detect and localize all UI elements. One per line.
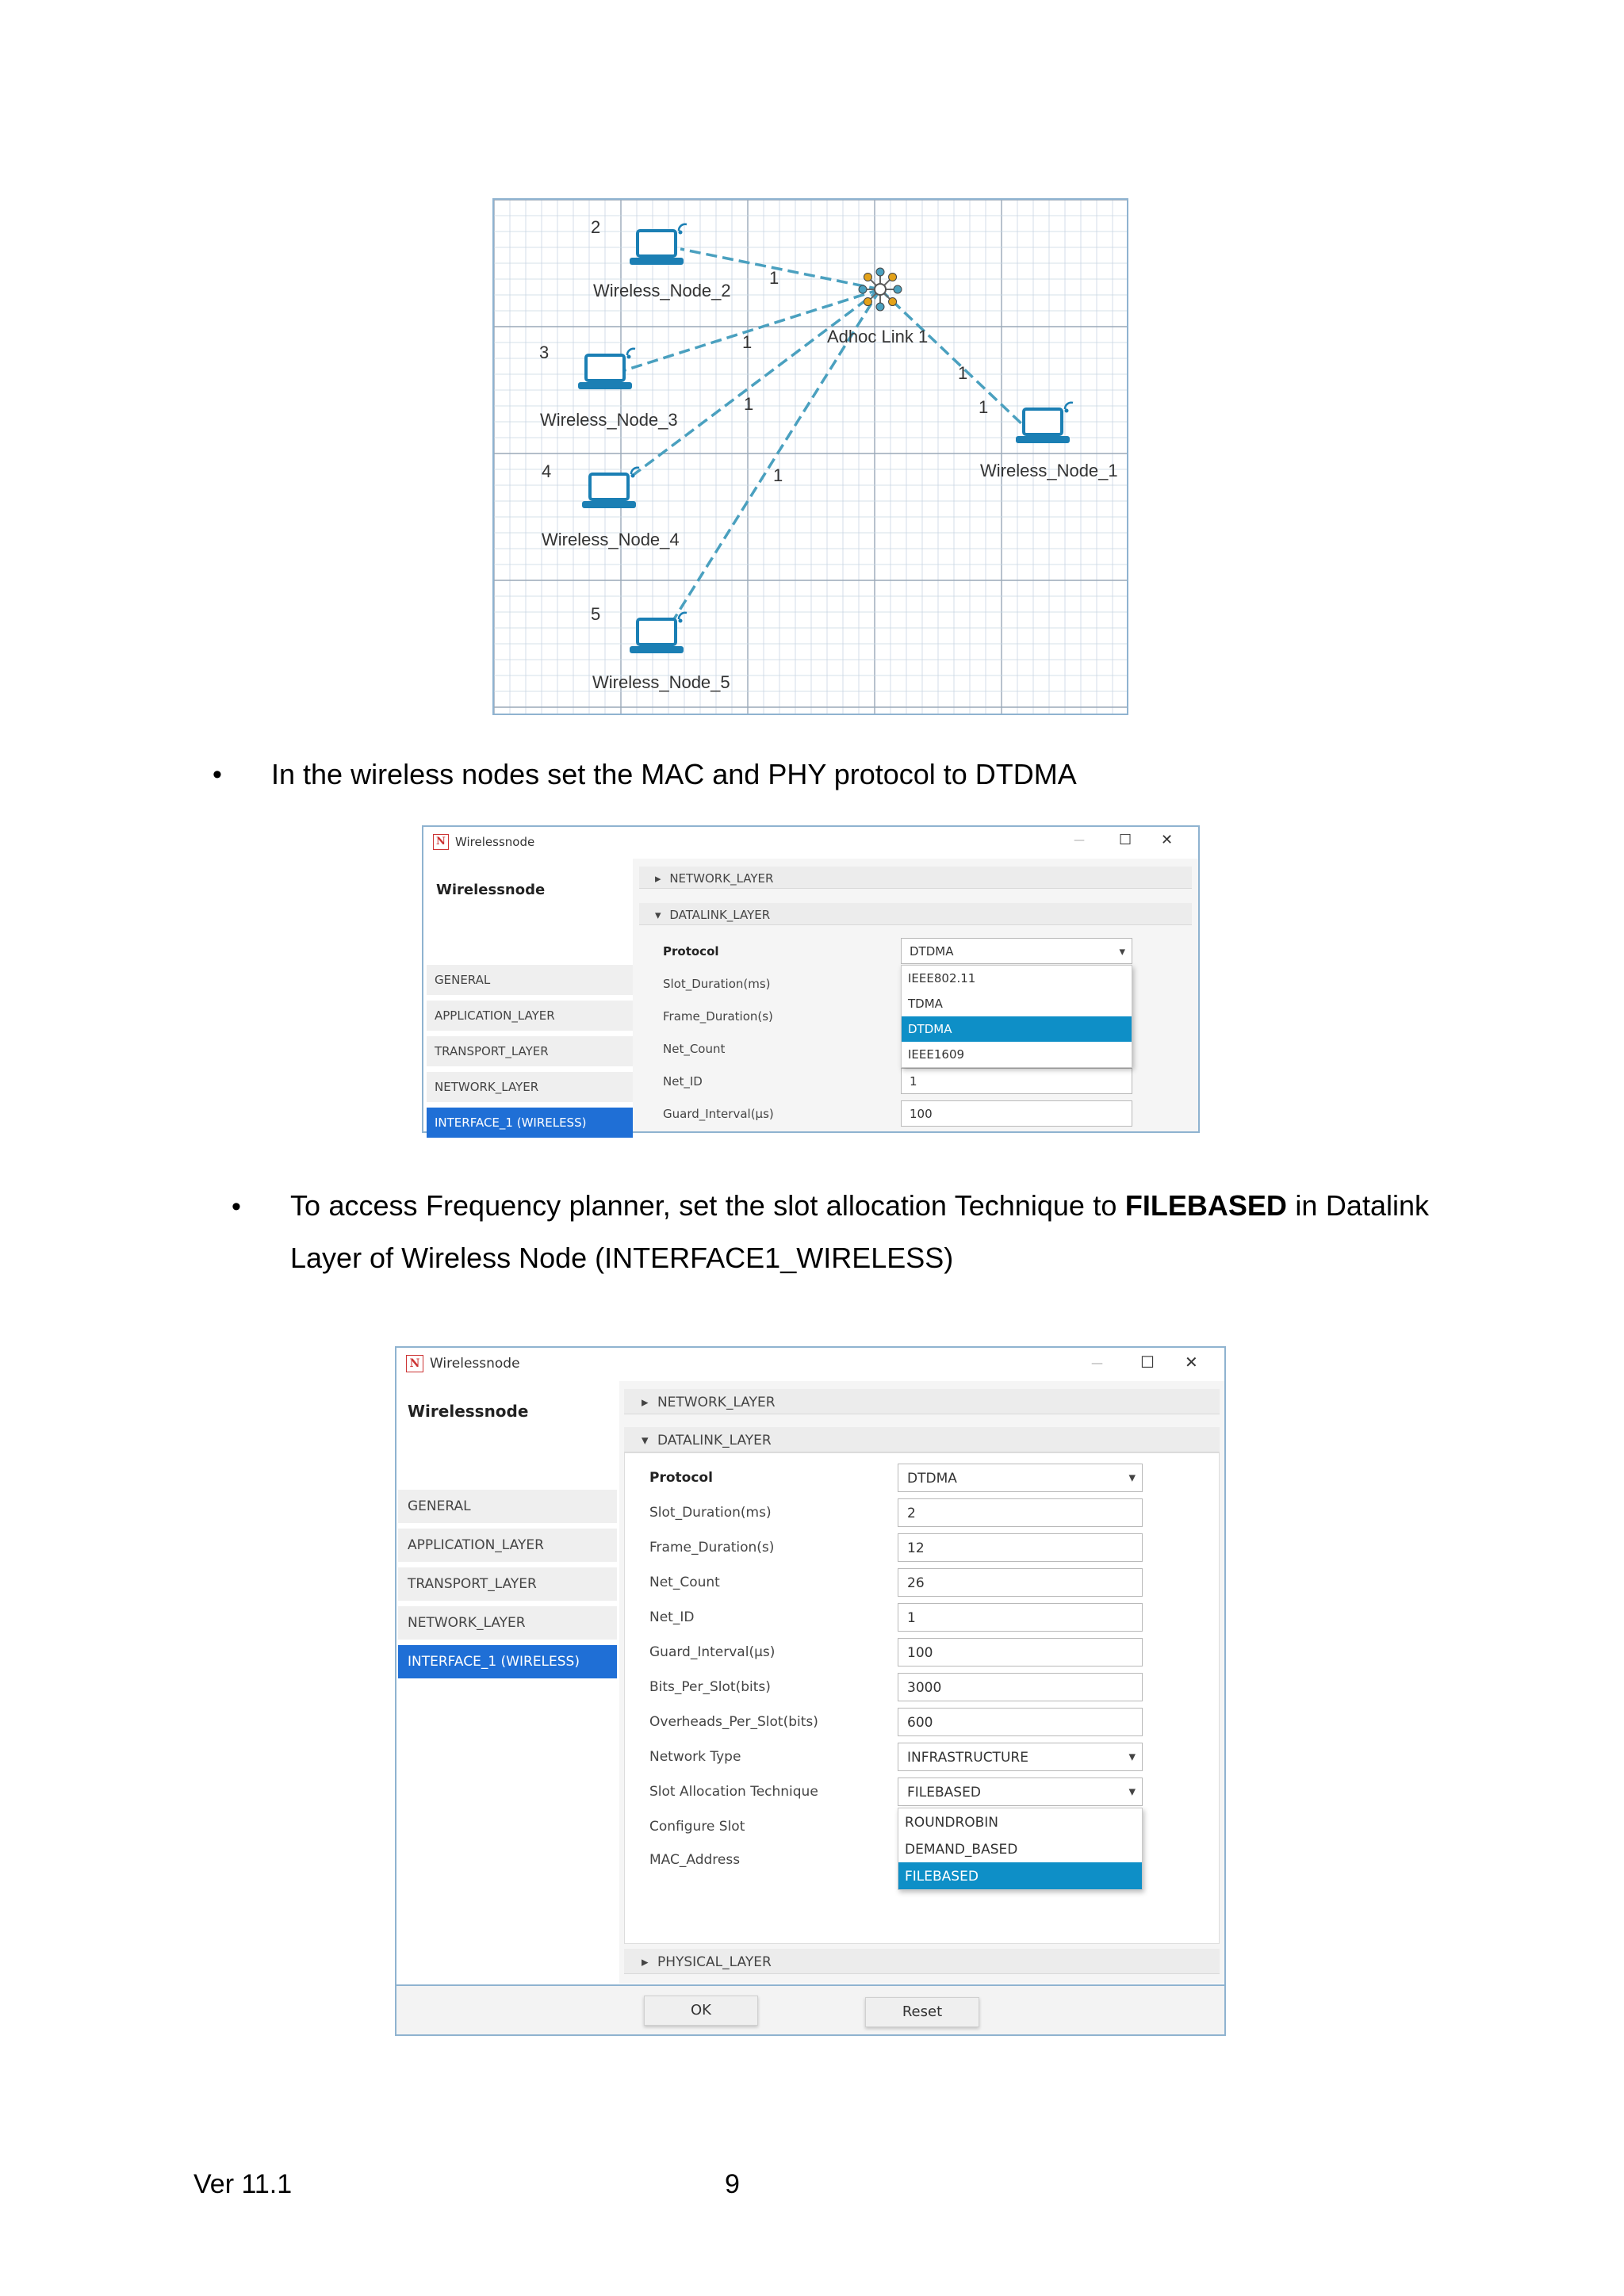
node-label: Wireless_Node_1 (980, 461, 1118, 480)
option-ieee802-11[interactable]: IEEE802.11 (908, 971, 976, 985)
link-line-5 (880, 289, 1024, 426)
label-configure-slot: Configure Slot (649, 1819, 745, 1835)
label-network-type: Network Type (649, 1749, 741, 1765)
wifi-dot (627, 355, 631, 359)
section-datalink-layer[interactable]: ▾ DATALINK_LAYER (639, 903, 1192, 925)
sidebar-item-network-layer[interactable]: NETWORK_LAYER (398, 1606, 617, 1640)
title-bar (423, 827, 1198, 857)
option-filebased[interactable]: FILEBASED (898, 1862, 1142, 1889)
hub-endpoint (859, 285, 867, 293)
link-label: 1 (773, 465, 783, 485)
collapse-icon: ▾ (642, 1433, 649, 1448)
hub-endpoint (864, 273, 871, 281)
section-network-layer[interactable]: ▸ NETWORK_LAYER (639, 867, 1192, 889)
wifi-dot (631, 474, 635, 478)
close-icon[interactable]: ✕ (1161, 832, 1174, 848)
sidebar (396, 1381, 619, 1984)
link-label: 1 (769, 268, 779, 288)
bullet-point: • (232, 1192, 241, 1222)
window-title: Wirelessnode (455, 835, 535, 849)
laptop-icon (1024, 409, 1062, 434)
option-demand-based[interactable]: DEMAND_BASED (905, 1842, 1018, 1858)
node-id-label: 4 (542, 461, 552, 481)
laptop-base (1016, 436, 1070, 443)
slot-allocation-dropdown-list (898, 1808, 1143, 1890)
minimize-icon[interactable]: — (1091, 1356, 1103, 1370)
option-dtdma[interactable]: DTDMA (902, 1016, 1132, 1042)
overheads-per-slot-field[interactable]: 600 (898, 1708, 1143, 1736)
expand-icon: ▸ (642, 1395, 649, 1410)
slot-allocation-technique-select[interactable]: FILEBASED ▾ (898, 1777, 1143, 1806)
sidebar-item-network-layer[interactable]: NETWORK_LAYER (427, 1072, 633, 1102)
hub-endpoint (889, 298, 897, 306)
section-datalink-layer[interactable]: ▾ DATALINK_LAYER (624, 1427, 1220, 1452)
wirelessnode-dialog-slot-allocation (395, 1346, 1226, 2036)
sidebar-item-interface-1-wireless[interactable]: INTERFACE_1 (WIRELESS) (398, 1645, 617, 1678)
chevron-down-icon: ▾ (1119, 943, 1125, 959)
hub-endpoint (889, 273, 897, 281)
slot-duration-field[interactable]: 2 (898, 1498, 1143, 1527)
expand-icon: ▸ (642, 1954, 649, 1970)
instruction-text-1: In the wireless nodes set the MAC and PHY protocol to DTDMA (271, 758, 1077, 790)
laptop-base (630, 646, 684, 653)
wifi-dot (679, 619, 683, 623)
window-title: Wirelessnode (430, 1356, 520, 1372)
label-slot-duration: Slot_Duration(ms) (663, 977, 771, 991)
guard-interval-field[interactable]: 100 (901, 1100, 1132, 1127)
title-bar (396, 1348, 1224, 1380)
hub-endpoint (864, 298, 871, 306)
node-label: Wireless_Node_4 (542, 530, 680, 549)
minimize-icon[interactable]: — (1074, 834, 1085, 847)
hub-endpoint (876, 303, 884, 311)
wirelessnode-dialog-protocol (422, 825, 1200, 1133)
filebased-emphasis: FILEBASED (1124, 1189, 1287, 1222)
link-line-3 (625, 289, 880, 481)
netsim-logo-icon: N (406, 1355, 423, 1372)
laptop-icon (590, 474, 628, 499)
option-ieee1609[interactable]: IEEE1609 (908, 1047, 965, 1062)
link-label: 1 (742, 332, 753, 352)
sidebar-title: Wirelessnode (436, 882, 546, 898)
label-bits-per-slot: Bits_Per_Slot(bits) (649, 1679, 771, 1695)
sidebar-item-application-layer[interactable]: APPLICATION_LAYER (427, 1001, 633, 1031)
network-type-select[interactable]: INFRASTRUCTURE ▾ (898, 1743, 1143, 1771)
frame-duration-field[interactable]: 12 (898, 1533, 1143, 1562)
laptop-icon (586, 355, 624, 381)
label-mac-address: MAC_Address (649, 1852, 741, 1868)
hub-endpoint (876, 268, 884, 276)
chevron-down-icon: ▾ (1128, 1470, 1136, 1486)
page-number: 9 (725, 2169, 740, 2199)
option-tdma[interactable]: TDMA (908, 997, 943, 1011)
option-roundrobin[interactable]: ROUNDROBIN (905, 1815, 999, 1831)
node-label: Wireless_Node_3 (540, 410, 678, 430)
expand-icon: ▸ (655, 871, 661, 886)
node-label: Wireless_Node_5 (592, 672, 730, 692)
dialog-footer (396, 1984, 1224, 2034)
label-net-count: Net_Count (649, 1575, 720, 1590)
node-label: Wireless_Node_2 (593, 281, 731, 300)
bits-per-slot-field[interactable]: 3000 (898, 1673, 1143, 1701)
properties-panel (633, 859, 1198, 1131)
label-protocol: Protocol (649, 1470, 713, 1486)
label-guard-interval: Guard_Interval(µs) (649, 1644, 776, 1660)
bullet-point: • (213, 760, 222, 790)
link-label: 1 (744, 394, 754, 414)
sidebar-item-general[interactable]: GENERAL (398, 1490, 617, 1523)
maximize-icon[interactable]: ☐ (1119, 832, 1132, 848)
wifi-icon (627, 349, 635, 355)
net-id-field[interactable]: 1 (898, 1603, 1143, 1632)
network-topology-diagram (492, 198, 1128, 715)
label-slot-allocation-technique: Slot Allocation Technique (649, 1784, 818, 1800)
label-net-count: Net_Count (663, 1042, 726, 1056)
label-frame-duration: Frame_Duration(s) (649, 1540, 775, 1556)
maximize-icon[interactable]: ☐ (1140, 1353, 1155, 1372)
link-label: 1 (958, 363, 968, 383)
reset-button[interactable]: Reset (865, 1997, 979, 2027)
laptop-icon (638, 231, 676, 256)
sidebar-title: Wirelessnode (408, 1402, 529, 1421)
sidebar-item-application-layer[interactable]: APPLICATION_LAYER (398, 1529, 617, 1562)
section-network-layer[interactable]: ▸ NETWORK_LAYER (624, 1389, 1220, 1414)
label-frame-duration: Frame_Duration(s) (663, 1009, 773, 1024)
sidebar-item-transport-layer[interactable]: TRANSPORT_LAYER (427, 1036, 633, 1066)
label-net-id: Net_ID (663, 1074, 703, 1089)
label-net-id: Net_ID (649, 1609, 695, 1625)
laptop-base (582, 501, 636, 508)
wifi-icon (679, 613, 687, 619)
protocol-select[interactable]: DTDMA ▾ (901, 938, 1132, 964)
chevron-down-icon: ▾ (1128, 1784, 1136, 1800)
sidebar (423, 859, 634, 1131)
node-id-label: 3 (539, 342, 550, 362)
topology-canvas (494, 200, 1127, 714)
laptop-base (630, 258, 684, 265)
collapse-icon: ▾ (655, 908, 661, 922)
laptop-base (578, 382, 632, 389)
label-overheads-per-slot: Overheads_Per_Slot(bits) (649, 1714, 818, 1730)
section-physical-layer[interactable]: ▸ PHYSICAL_LAYER (624, 1949, 1220, 1974)
chevron-down-icon: ▾ (1128, 1749, 1136, 1765)
instruction-text-2: To access Frequency planner, set the slot allocation Technique to FILEBASED in Datalink Layer of Wireless Node (INTERFACE1_WIRELESS) (290, 1189, 1429, 1274)
close-icon[interactable]: ✕ (1185, 1353, 1198, 1372)
guard-interval-field[interactable]: 100 (898, 1638, 1143, 1667)
label-slot-duration: Slot_Duration(ms) (649, 1505, 772, 1521)
wifi-icon (679, 224, 687, 231)
sidebar-item-interface-1-wireless[interactable]: INTERFACE_1 (WIRELESS) (427, 1108, 633, 1138)
laptop-icon (638, 619, 676, 645)
ok-button[interactable]: OK (644, 1996, 758, 2026)
net-count-field[interactable]: 26 (898, 1568, 1143, 1597)
label-protocol: Protocol (663, 944, 719, 959)
wifi-dot (679, 231, 683, 235)
net-id-field[interactable]: 1 (901, 1068, 1132, 1094)
node-id-label: 2 (591, 217, 601, 237)
hub-endpoint (894, 285, 902, 293)
label-guard-interval: Guard_Interval(µs) (663, 1107, 774, 1121)
version-label: Ver 11.1 (193, 2169, 293, 2199)
netsim-logo-icon: N (433, 834, 449, 850)
adhoc-link-label: Adhoc Link 1 (827, 327, 929, 346)
sidebar-item-transport-layer[interactable]: TRANSPORT_LAYER (398, 1567, 617, 1601)
sidebar-item-general[interactable]: GENERAL (427, 965, 633, 995)
link-label: 1 (979, 397, 989, 417)
wifi-dot (1065, 409, 1069, 413)
node-id-label: 5 (591, 604, 601, 624)
adhoc-link-icon (875, 284, 886, 295)
protocol-select[interactable]: DTDMA ▾ (898, 1464, 1143, 1492)
protocol-dropdown-list (901, 965, 1132, 1068)
properties-panel (619, 1381, 1224, 1984)
